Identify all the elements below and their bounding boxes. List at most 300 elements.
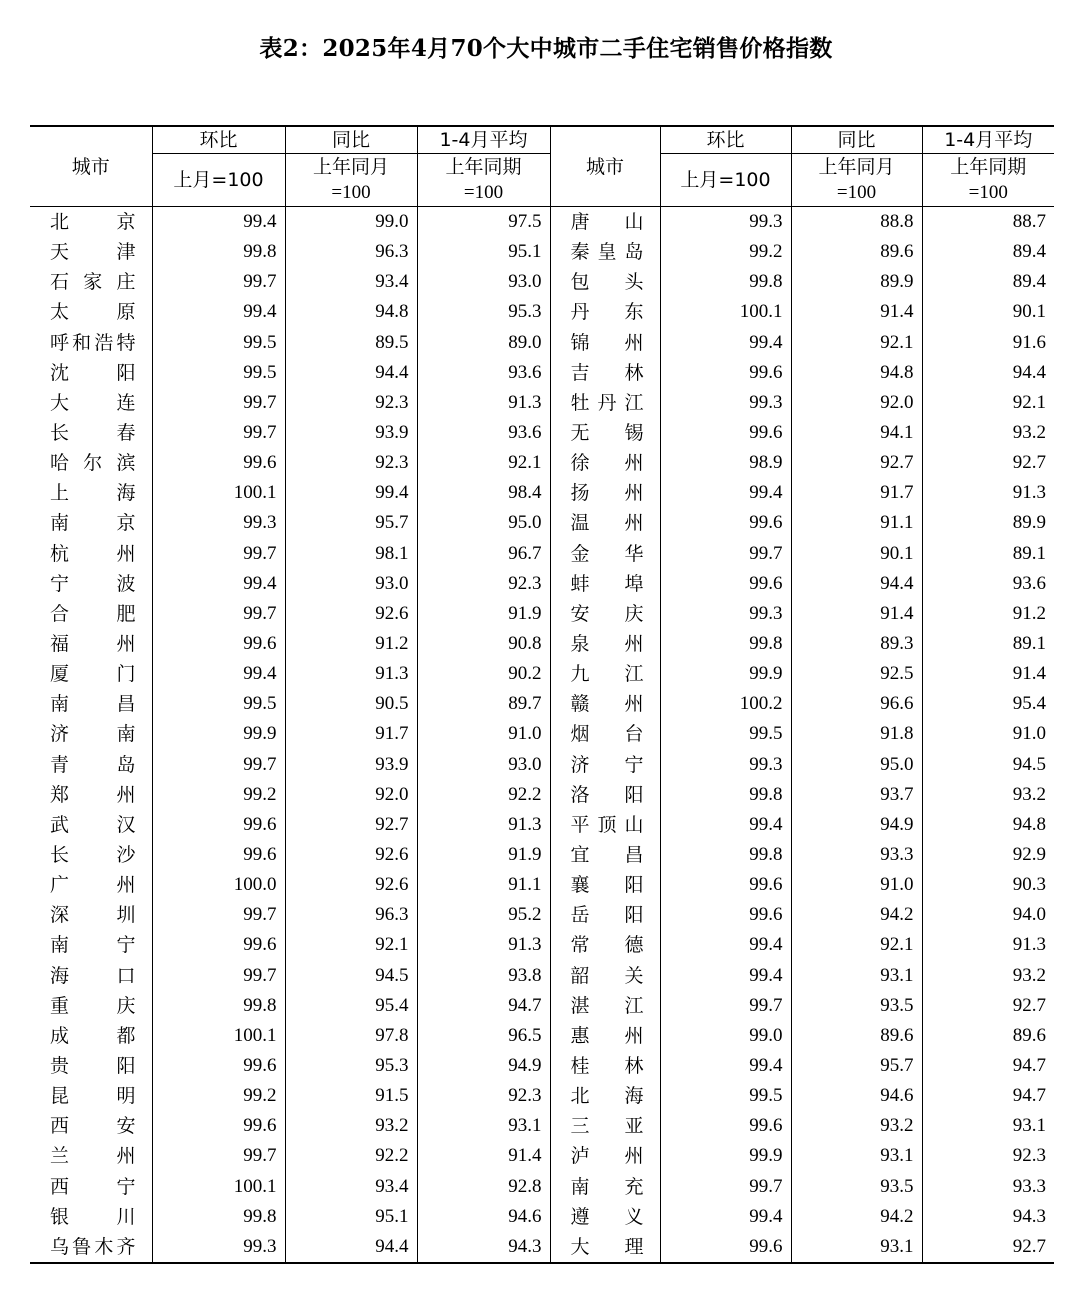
right-city-cell: 遵义 bbox=[570, 1205, 644, 1228]
right-yoy-cell: 95.7 bbox=[791, 1051, 922, 1081]
table-row bbox=[30, 358, 1054, 388]
right-yoy-cell: 89.3 bbox=[791, 629, 922, 659]
right-yoy-cell: 91.0 bbox=[791, 870, 922, 900]
table-row bbox=[30, 448, 1054, 478]
right-mom-cell: 100.1 bbox=[660, 297, 791, 327]
right-avg-cell: 92.1 bbox=[922, 388, 1054, 418]
table-body bbox=[30, 207, 1054, 1263]
table-row bbox=[30, 1141, 1054, 1171]
left-city-cell: 郑州 bbox=[50, 783, 136, 806]
left-avg-cell: 98.4 bbox=[417, 478, 550, 508]
right-city-cell: 九江 bbox=[570, 663, 644, 686]
table-row bbox=[30, 1051, 1054, 1081]
left-mom-cell: 99.3 bbox=[152, 508, 285, 538]
table-row bbox=[30, 961, 1054, 991]
left-yoy-cell: 96.3 bbox=[285, 237, 417, 267]
table-row bbox=[30, 1021, 1054, 1051]
right-avg-cell: 94.7 bbox=[922, 1051, 1054, 1081]
left-yoy-cell: 89.5 bbox=[285, 328, 417, 358]
right-mom-cell: 99.8 bbox=[660, 629, 791, 659]
left-city-cell: 合肥 bbox=[50, 602, 136, 625]
avg-base-value: =100 bbox=[463, 182, 504, 203]
mom-base-text: 上月=100 bbox=[680, 169, 771, 191]
right-mom-cell: 99.6 bbox=[660, 508, 791, 538]
right-yoy-cell: 93.2 bbox=[791, 1111, 922, 1141]
table-row bbox=[30, 1232, 1054, 1263]
left-mom-cell: 99.7 bbox=[152, 900, 285, 930]
right-avg-cell: 92.7 bbox=[922, 1232, 1054, 1263]
right-city-cell: 襄阳 bbox=[570, 874, 644, 897]
right-avg-cell: 93.3 bbox=[922, 1172, 1054, 1202]
right-yoy-cell: 90.1 bbox=[791, 539, 922, 569]
right-yoy-cell: 93.5 bbox=[791, 991, 922, 1021]
left-mom-cell: 99.7 bbox=[152, 267, 285, 297]
left-mom-cell: 99.7 bbox=[152, 1141, 285, 1171]
right-avg-cell: 94.8 bbox=[922, 810, 1054, 840]
right-avg-cell: 88.7 bbox=[922, 207, 1054, 238]
header-yoy-base-left bbox=[285, 154, 417, 207]
left-yoy-cell: 93.2 bbox=[285, 1111, 417, 1141]
left-mom-cell: 99.6 bbox=[152, 930, 285, 960]
table-row bbox=[30, 659, 1054, 689]
table-row bbox=[30, 930, 1054, 960]
avg-base-value: =100 bbox=[968, 182, 1008, 203]
left-yoy-cell: 93.4 bbox=[285, 1172, 417, 1202]
right-city-cell: 赣州 bbox=[570, 693, 644, 716]
right-city-cell: 湛江 bbox=[570, 994, 644, 1017]
left-mom-cell: 99.9 bbox=[152, 719, 285, 749]
right-city-cell: 秦皇岛 bbox=[570, 241, 644, 264]
left-mom-cell: 100.1 bbox=[152, 478, 285, 508]
header-avg-left: 1-4月平均 bbox=[417, 126, 550, 154]
left-yoy-cell: 92.3 bbox=[285, 388, 417, 418]
left-mom-cell: 99.6 bbox=[152, 448, 285, 478]
header-yoy-right: 同比 bbox=[791, 126, 922, 154]
right-mom-cell: 100.2 bbox=[660, 689, 791, 719]
left-yoy-cell: 91.5 bbox=[285, 1081, 417, 1111]
left-yoy-cell: 92.0 bbox=[285, 780, 417, 810]
left-mom-cell: 99.4 bbox=[152, 207, 285, 238]
left-yoy-cell: 92.3 bbox=[285, 448, 417, 478]
right-yoy-cell: 94.9 bbox=[791, 810, 922, 840]
left-avg-cell: 96.5 bbox=[417, 1021, 550, 1051]
right-avg-cell: 91.6 bbox=[922, 328, 1054, 358]
right-yoy-cell: 91.7 bbox=[791, 478, 922, 508]
left-yoy-cell: 92.7 bbox=[285, 810, 417, 840]
right-avg-cell: 93.2 bbox=[922, 780, 1054, 810]
left-mom-cell: 99.4 bbox=[152, 569, 285, 599]
right-yoy-cell: 92.1 bbox=[791, 930, 922, 960]
left-avg-cell: 91.9 bbox=[417, 599, 550, 629]
table-row bbox=[30, 207, 1054, 238]
right-yoy-cell: 92.0 bbox=[791, 388, 922, 418]
left-avg-cell: 94.3 bbox=[417, 1232, 550, 1263]
right-yoy-cell: 92.7 bbox=[791, 448, 922, 478]
yoy-base-text: 上年同月 bbox=[312, 156, 389, 178]
right-yoy-cell: 92.5 bbox=[791, 659, 922, 689]
right-mom-cell: 99.3 bbox=[660, 599, 791, 629]
right-yoy-cell: 94.2 bbox=[791, 900, 922, 930]
left-mom-cell: 99.7 bbox=[152, 388, 285, 418]
right-yoy-cell: 93.1 bbox=[791, 1232, 922, 1263]
right-yoy-cell: 88.8 bbox=[791, 207, 922, 238]
header-yoy-base-right bbox=[791, 154, 922, 207]
right-mom-cell: 99.4 bbox=[660, 930, 791, 960]
left-city-cell: 沈阳 bbox=[50, 361, 136, 384]
left-avg-cell: 89.0 bbox=[417, 328, 550, 358]
left-mom-cell: 100.1 bbox=[152, 1021, 285, 1051]
left-city-cell: 西安 bbox=[50, 1115, 136, 1138]
table-row bbox=[30, 418, 1054, 448]
right-city-cell: 牡丹江 bbox=[570, 391, 644, 414]
right-city-cell: 洛阳 bbox=[570, 783, 644, 806]
left-avg-cell: 95.2 bbox=[417, 900, 550, 930]
right-mom-cell: 99.6 bbox=[660, 569, 791, 599]
left-yoy-cell: 95.3 bbox=[285, 1051, 417, 1081]
right-mom-cell: 99.4 bbox=[660, 1051, 791, 1081]
right-yoy-cell: 93.1 bbox=[791, 961, 922, 991]
right-city-cell: 三亚 bbox=[570, 1115, 644, 1138]
left-mom-cell: 99.7 bbox=[152, 961, 285, 991]
right-city-cell: 岳阳 bbox=[570, 904, 644, 927]
right-city-cell: 泉州 bbox=[570, 633, 644, 656]
right-mom-cell: 99.4 bbox=[660, 328, 791, 358]
table-row bbox=[30, 750, 1054, 780]
right-yoy-cell: 94.2 bbox=[791, 1202, 922, 1232]
right-yoy-cell: 89.6 bbox=[791, 237, 922, 267]
page-title: 表2：2025年4月70个大中城市二手住宅销售价格指数 bbox=[259, 35, 833, 62]
mom-base-text: 上月=100 bbox=[173, 169, 264, 191]
left-city-cell: 乌鲁木齐 bbox=[30, 1232, 152, 1263]
left-avg-cell: 93.6 bbox=[417, 358, 550, 388]
right-avg-cell: 91.3 bbox=[922, 930, 1054, 960]
right-avg-cell: 89.6 bbox=[922, 1021, 1054, 1051]
left-avg-cell: 92.3 bbox=[417, 1081, 550, 1111]
left-avg-cell: 94.9 bbox=[417, 1051, 550, 1081]
table-row bbox=[30, 870, 1054, 900]
table-row bbox=[30, 267, 1054, 297]
left-mom-cell: 99.2 bbox=[152, 780, 285, 810]
left-yoy-cell: 95.1 bbox=[285, 1202, 417, 1232]
left-mom-cell: 99.7 bbox=[152, 539, 285, 569]
left-mom-cell: 99.5 bbox=[152, 328, 285, 358]
right-mom-cell: 99.4 bbox=[660, 810, 791, 840]
right-yoy-cell: 94.1 bbox=[791, 418, 922, 448]
left-city-cell: 长沙 bbox=[50, 844, 136, 867]
left-mom-cell: 99.4 bbox=[152, 297, 285, 327]
right-city-cell: 宜昌 bbox=[570, 844, 644, 867]
left-mom-cell: 99.8 bbox=[152, 237, 285, 267]
left-avg-cell: 96.7 bbox=[417, 539, 550, 569]
table-row bbox=[30, 599, 1054, 629]
header-mom-base-right bbox=[660, 154, 791, 207]
table-row bbox=[30, 1111, 1054, 1141]
left-avg-cell: 93.6 bbox=[417, 418, 550, 448]
right-avg-cell: 94.7 bbox=[922, 1081, 1054, 1111]
left-city-cell: 上海 bbox=[50, 482, 136, 505]
table-row bbox=[30, 900, 1054, 930]
left-avg-cell: 93.1 bbox=[417, 1111, 550, 1141]
right-avg-cell: 89.4 bbox=[922, 237, 1054, 267]
right-avg-cell: 94.4 bbox=[922, 358, 1054, 388]
left-city-cell: 武汉 bbox=[50, 813, 136, 836]
table-row bbox=[30, 629, 1054, 659]
left-mom-cell: 99.6 bbox=[152, 629, 285, 659]
left-mom-cell: 99.7 bbox=[152, 750, 285, 780]
left-avg-cell: 92.2 bbox=[417, 780, 550, 810]
right-avg-cell: 95.4 bbox=[922, 689, 1054, 719]
right-yoy-cell: 94.4 bbox=[791, 569, 922, 599]
left-city-cell: 银川 bbox=[50, 1205, 136, 1228]
left-yoy-cell: 92.6 bbox=[285, 599, 417, 629]
table-row bbox=[30, 388, 1054, 418]
right-mom-cell: 99.2 bbox=[660, 237, 791, 267]
header-yoy-left: 同比 bbox=[285, 126, 417, 154]
right-yoy-cell: 91.1 bbox=[791, 508, 922, 538]
right-avg-cell: 89.9 bbox=[922, 508, 1054, 538]
right-avg-cell: 94.5 bbox=[922, 750, 1054, 780]
right-city-cell: 包头 bbox=[570, 271, 644, 294]
right-city-cell: 扬州 bbox=[570, 482, 644, 505]
right-city-cell: 桂林 bbox=[570, 1055, 644, 1077]
right-city-cell: 济宁 bbox=[570, 753, 644, 776]
right-avg-cell: 89.4 bbox=[922, 267, 1054, 297]
left-avg-cell: 91.3 bbox=[417, 388, 550, 418]
right-yoy-cell: 91.4 bbox=[791, 297, 922, 327]
table-row bbox=[30, 1081, 1054, 1111]
right-city-cell: 吉林 bbox=[570, 361, 644, 384]
left-city-cell: 石家庄 bbox=[50, 271, 136, 294]
left-avg-cell: 92.1 bbox=[417, 448, 550, 478]
left-city-cell: 天津 bbox=[50, 241, 136, 264]
right-avg-cell: 93.2 bbox=[922, 418, 1054, 448]
right-mom-cell: 99.6 bbox=[660, 900, 791, 930]
right-city-cell: 丹东 bbox=[570, 301, 644, 324]
table-row bbox=[30, 840, 1054, 870]
left-yoy-cell: 94.8 bbox=[285, 297, 417, 327]
left-city-cell: 哈尔滨 bbox=[50, 452, 136, 475]
right-mom-cell: 99.5 bbox=[660, 1081, 791, 1111]
right-mom-cell: 99.6 bbox=[660, 418, 791, 448]
right-city-cell: 徐州 bbox=[570, 452, 644, 475]
left-yoy-cell: 94.4 bbox=[285, 1232, 417, 1263]
header-mom-right: 环比 bbox=[660, 126, 791, 154]
right-city-cell: 安庆 bbox=[570, 602, 644, 625]
right-city-cell: 平顶山 bbox=[570, 813, 644, 836]
right-mom-cell: 99.3 bbox=[660, 207, 791, 238]
left-city-cell: 杭州 bbox=[50, 542, 136, 565]
right-yoy-cell: 89.6 bbox=[791, 1021, 922, 1051]
table-row bbox=[30, 689, 1054, 719]
right-mom-cell: 99.6 bbox=[660, 870, 791, 900]
table-row bbox=[30, 328, 1054, 358]
right-mom-cell: 99.6 bbox=[660, 358, 791, 388]
right-avg-cell: 89.1 bbox=[922, 629, 1054, 659]
right-avg-cell: 92.7 bbox=[922, 991, 1054, 1021]
left-mom-cell: 99.3 bbox=[152, 1232, 285, 1263]
left-avg-cell: 89.7 bbox=[417, 689, 550, 719]
table-row bbox=[30, 1202, 1054, 1232]
right-avg-cell: 92.9 bbox=[922, 840, 1054, 870]
header-avg-base-right bbox=[922, 154, 1054, 207]
right-avg-cell: 90.3 bbox=[922, 870, 1054, 900]
left-yoy-cell: 99.0 bbox=[285, 207, 417, 238]
left-mom-cell: 99.6 bbox=[152, 810, 285, 840]
left-mom-cell: 99.2 bbox=[152, 1081, 285, 1111]
left-mom-cell: 99.5 bbox=[152, 358, 285, 388]
header-mom-left: 环比 bbox=[152, 126, 285, 154]
left-avg-cell: 97.5 bbox=[417, 207, 550, 238]
right-mom-cell: 99.0 bbox=[660, 1021, 791, 1051]
left-city-cell: 北京 bbox=[50, 211, 136, 234]
left-yoy-cell: 95.7 bbox=[285, 508, 417, 538]
left-avg-cell: 91.9 bbox=[417, 840, 550, 870]
right-mom-cell: 99.9 bbox=[660, 659, 791, 689]
avg-base-text: 上年同期 bbox=[445, 156, 522, 178]
left-city-cell: 海口 bbox=[50, 964, 136, 987]
right-avg-cell: 91.2 bbox=[922, 599, 1054, 629]
right-avg-cell: 90.1 bbox=[922, 297, 1054, 327]
left-avg-cell: 91.0 bbox=[417, 719, 550, 749]
right-mom-cell: 99.6 bbox=[660, 1232, 791, 1263]
left-city-cell: 厦门 bbox=[50, 663, 136, 686]
right-mom-cell: 99.3 bbox=[660, 388, 791, 418]
left-city-cell: 成都 bbox=[50, 1024, 136, 1047]
left-avg-cell: 94.7 bbox=[417, 991, 550, 1021]
right-avg-cell: 91.0 bbox=[922, 719, 1054, 749]
table-row bbox=[30, 539, 1054, 569]
left-city-cell: 青岛 bbox=[50, 753, 136, 776]
right-city-cell: 金华 bbox=[570, 542, 644, 565]
right-avg-cell: 94.3 bbox=[922, 1202, 1054, 1232]
right-city-cell: 南充 bbox=[570, 1175, 644, 1198]
right-city-cell: 常德 bbox=[570, 934, 644, 957]
left-city-cell: 兰州 bbox=[50, 1145, 136, 1168]
right-mom-cell: 99.7 bbox=[660, 1172, 791, 1202]
left-city-cell: 深圳 bbox=[50, 904, 136, 927]
left-city-cell: 宁波 bbox=[50, 572, 136, 595]
left-avg-cell: 94.6 bbox=[417, 1202, 550, 1232]
right-mom-cell: 99.3 bbox=[660, 750, 791, 780]
left-avg-cell: 90.8 bbox=[417, 629, 550, 659]
right-city-cell: 泸州 bbox=[570, 1145, 644, 1168]
right-city-cell: 唐山 bbox=[570, 211, 644, 234]
left-city-cell: 南昌 bbox=[50, 693, 136, 716]
right-yoy-cell: 92.1 bbox=[791, 328, 922, 358]
left-yoy-cell: 92.6 bbox=[285, 840, 417, 870]
left-yoy-cell: 95.4 bbox=[285, 991, 417, 1021]
left-mom-cell: 99.8 bbox=[152, 1202, 285, 1232]
left-yoy-cell: 93.9 bbox=[285, 750, 417, 780]
right-avg-cell: 93.2 bbox=[922, 961, 1054, 991]
left-avg-cell: 95.0 bbox=[417, 508, 550, 538]
right-avg-cell: 91.3 bbox=[922, 478, 1054, 508]
right-city-cell: 锦州 bbox=[570, 331, 644, 354]
left-yoy-cell: 92.1 bbox=[285, 930, 417, 960]
left-avg-cell: 91.3 bbox=[417, 810, 550, 840]
right-yoy-cell: 91.4 bbox=[791, 599, 922, 629]
right-mom-cell: 99.7 bbox=[660, 991, 791, 1021]
right-mom-cell: 99.6 bbox=[660, 1111, 791, 1141]
left-mom-cell: 99.6 bbox=[152, 840, 285, 870]
right-city-cell: 温州 bbox=[570, 512, 644, 535]
left-avg-cell: 91.3 bbox=[417, 930, 550, 960]
left-city-cell: 贵阳 bbox=[50, 1055, 136, 1077]
left-yoy-cell: 92.2 bbox=[285, 1141, 417, 1171]
right-avg-cell: 93.6 bbox=[922, 569, 1054, 599]
right-city-cell: 无锡 bbox=[570, 422, 644, 445]
left-yoy-cell: 94.5 bbox=[285, 961, 417, 991]
yoy-base-value: =100 bbox=[331, 182, 371, 203]
table-row bbox=[30, 810, 1054, 840]
left-yoy-cell: 93.9 bbox=[285, 418, 417, 448]
left-city-cell: 昆明 bbox=[50, 1085, 136, 1108]
left-city-cell: 广州 bbox=[50, 874, 136, 897]
left-yoy-cell: 91.2 bbox=[285, 629, 417, 659]
left-avg-cell: 95.3 bbox=[417, 297, 550, 327]
right-yoy-cell: 95.0 bbox=[791, 750, 922, 780]
left-avg-cell: 93.0 bbox=[417, 750, 550, 780]
left-yoy-cell: 98.1 bbox=[285, 539, 417, 569]
right-mom-cell: 99.4 bbox=[660, 961, 791, 991]
left-city-cell: 南京 bbox=[50, 512, 136, 535]
left-city-cell: 南宁 bbox=[50, 934, 136, 957]
left-mom-cell: 99.7 bbox=[152, 418, 285, 448]
right-mom-cell: 98.9 bbox=[660, 448, 791, 478]
right-mom-cell: 99.8 bbox=[660, 267, 791, 297]
right-mom-cell: 99.5 bbox=[660, 719, 791, 749]
left-mom-cell: 99.4 bbox=[152, 659, 285, 689]
right-mom-cell: 99.4 bbox=[660, 478, 791, 508]
right-city-cell: 烟台 bbox=[570, 723, 644, 746]
right-avg-cell: 93.1 bbox=[922, 1111, 1054, 1141]
right-avg-cell: 91.4 bbox=[922, 659, 1054, 689]
right-yoy-cell: 94.8 bbox=[791, 358, 922, 388]
left-city-cell: 太原 bbox=[50, 301, 136, 324]
left-city-cell: 大连 bbox=[50, 391, 136, 414]
left-city-cell: 呼和浩特 bbox=[50, 331, 136, 354]
left-yoy-cell: 96.3 bbox=[285, 900, 417, 930]
right-city-cell: 蚌埠 bbox=[570, 572, 644, 595]
left-avg-cell: 92.3 bbox=[417, 569, 550, 599]
header-avg-right: 1-4月平均 bbox=[922, 126, 1054, 154]
right-mom-cell: 99.7 bbox=[660, 539, 791, 569]
left-mom-cell: 100.0 bbox=[152, 870, 285, 900]
table-row bbox=[30, 478, 1054, 508]
header-city-left: 城市 bbox=[30, 126, 152, 207]
price-index-table bbox=[30, 125, 1054, 1264]
left-mom-cell: 99.5 bbox=[152, 689, 285, 719]
yoy-base-value: =100 bbox=[836, 182, 877, 203]
left-avg-cell: 93.0 bbox=[417, 267, 550, 297]
right-yoy-cell: 94.6 bbox=[791, 1081, 922, 1111]
header-mom-base-left bbox=[152, 154, 285, 207]
left-city-cell: 长春 bbox=[50, 422, 136, 445]
left-mom-cell: 100.1 bbox=[152, 1172, 285, 1202]
header-avg-base-left bbox=[417, 154, 550, 207]
right-yoy-cell: 93.7 bbox=[791, 780, 922, 810]
right-avg-cell: 92.7 bbox=[922, 448, 1054, 478]
right-yoy-cell: 91.8 bbox=[791, 719, 922, 749]
left-city-cell: 福州 bbox=[50, 633, 136, 656]
table-row bbox=[30, 508, 1054, 538]
header-city-right: 城市 bbox=[550, 126, 660, 207]
right-yoy-cell: 93.5 bbox=[791, 1172, 922, 1202]
right-mom-cell: 99.8 bbox=[660, 780, 791, 810]
right-city-cell: 北海 bbox=[570, 1085, 644, 1108]
table-row bbox=[30, 991, 1054, 1021]
left-avg-cell: 95.1 bbox=[417, 237, 550, 267]
